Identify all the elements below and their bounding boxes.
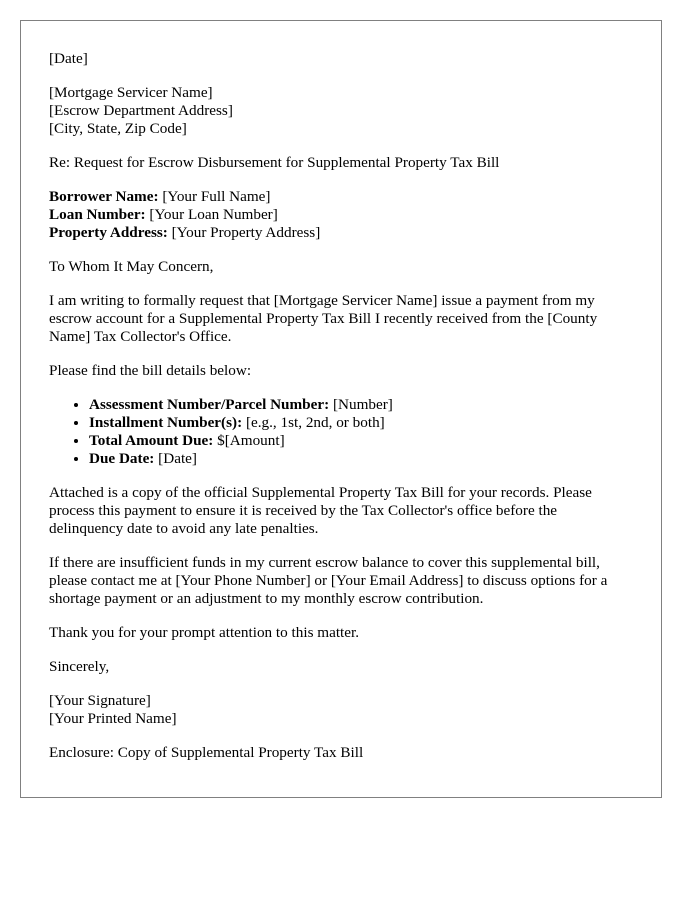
property-address-line xyxy=(49,224,635,242)
thanks-line: Thank you for your prompt attention to this matter. xyxy=(49,624,360,641)
printed-name-line: [Your Printed Name] xyxy=(49,710,177,727)
loan-number-label: Loan Number: xyxy=(49,206,146,223)
bill-intro: Please find the bill details below: xyxy=(49,362,252,379)
borrower-name-label: Borrower Name: xyxy=(49,188,159,205)
list-item xyxy=(89,396,635,414)
signature-line: [Your Signature] xyxy=(49,692,151,709)
assessment-number-label: Assessment Number/Parcel Number: xyxy=(89,396,330,413)
request-paragraph: I am writing to formally request that [Mortgage Servicer Name] issue a payment from my escrow account for a Supplemental Property Tax Bill I recently received from the [County Name] Tax Collector's Office. xyxy=(49,292,598,345)
loan-number-value: [Your Loan Number] xyxy=(145,206,278,223)
recipient-city: [City, State, Zip Code] xyxy=(49,120,187,137)
recipient-department: [Escrow Department Address] xyxy=(49,102,233,119)
salutation: To Whom It May Concern, xyxy=(49,258,214,275)
recipient-name: [Mortgage Servicer Name] xyxy=(49,84,213,101)
bill-details-list xyxy=(49,396,635,468)
due-date-label: Due Date: xyxy=(89,450,155,467)
list-item xyxy=(89,432,635,450)
installment-number-value: [e.g., 1st, 2nd, or both] xyxy=(242,414,385,431)
recipient-block xyxy=(49,84,635,138)
total-amount-value: $[Amount] xyxy=(213,432,285,449)
signature-block xyxy=(49,692,635,728)
borrower-info-block xyxy=(49,188,635,242)
property-address-label: Property Address: xyxy=(49,224,168,241)
letter-body xyxy=(49,50,635,778)
installment-number-label: Installment Number(s): xyxy=(89,414,243,431)
attachment-paragraph: Attached is a copy of the official Supplemental Property Tax Bill for your records. Please process this payment to ensure it is received by the Tax Collector's office before the delinquency date to avoid any late penalties. xyxy=(49,484,592,537)
closing-line: Sincerely, xyxy=(49,658,110,675)
letter-page xyxy=(20,20,662,798)
due-date-value: [Date] xyxy=(154,450,197,467)
property-address-value: [Your Property Address] xyxy=(167,224,321,241)
list-item xyxy=(89,414,635,432)
date-line: [Date] xyxy=(49,50,88,67)
borrower-name-value: [Your Full Name] xyxy=(158,188,271,205)
list-item xyxy=(89,450,635,468)
borrower-name-line xyxy=(49,188,635,206)
insufficient-funds-paragraph: If there are insufficient funds in my current escrow balance to cover this supplemental bill, please contact me at [Your Phone Number] or [Your Email Address] to discuss options for a shortage payment or an adjustment to my monthly escrow contribution. xyxy=(49,554,608,607)
total-amount-label: Total Amount Due: xyxy=(89,432,214,449)
assessment-number-value: [Number] xyxy=(329,396,393,413)
subject-line: Re: Request for Escrow Disbursement for Supplemental Property Tax Bill xyxy=(49,154,500,171)
enclosure-line: Enclosure: Copy of Supplemental Property Tax Bill xyxy=(49,744,364,761)
loan-number-line xyxy=(49,206,635,224)
